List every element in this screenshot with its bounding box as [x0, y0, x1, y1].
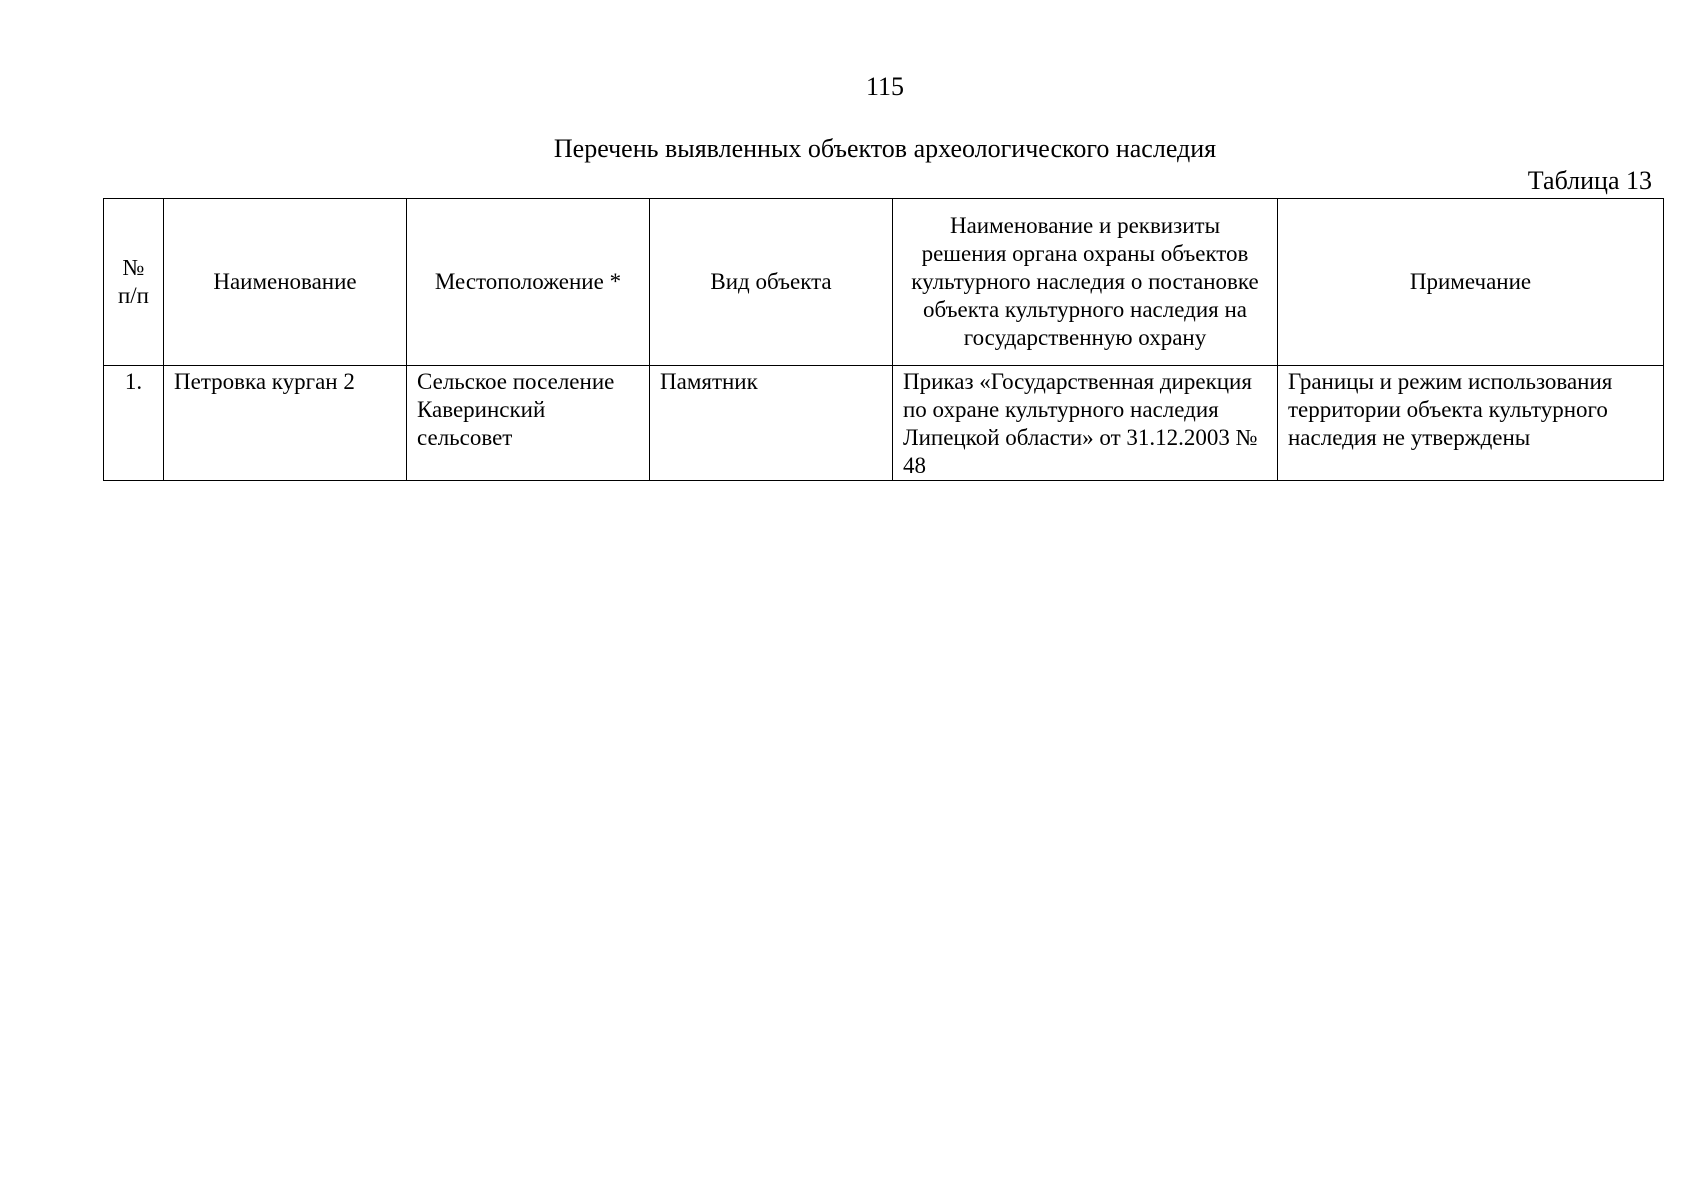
- header-object-type: Вид объекта: [650, 199, 893, 366]
- heritage-objects-table: [103, 198, 1664, 481]
- table-row: [104, 366, 1664, 481]
- table-header-row: [104, 199, 1664, 366]
- table-label: Таблица 13: [1527, 166, 1652, 195]
- cell-location: Сельское поселение Каверинский сельсовет: [407, 366, 650, 481]
- header-note: Примечание: [1278, 199, 1664, 366]
- header-protection-decision: Наименование и реквизиты решения органа охраны объектов культурного наследия о постановке объекта культурного наследия на государственную охрану: [893, 199, 1278, 366]
- page-number: 115: [865, 72, 905, 101]
- cell-number: 1.: [104, 366, 164, 481]
- header-location: Местоположение *: [407, 199, 650, 366]
- document-title: Перечень выявленных объектов археологического наследия: [553, 134, 1217, 163]
- cell-note: Границы и режим использования территории объекта культурного наследия не утверждены: [1278, 366, 1664, 481]
- header-name: Наименование: [164, 199, 407, 366]
- header-number: № п/п: [104, 199, 164, 366]
- cell-protection-decision: Приказ «Государственная дирекция по охране культурного наследия Липецкой области» от 31.12.2003 № 48: [893, 366, 1278, 481]
- cell-object-type: Памятник: [650, 366, 893, 481]
- cell-name: Петровка курган 2: [164, 366, 407, 481]
